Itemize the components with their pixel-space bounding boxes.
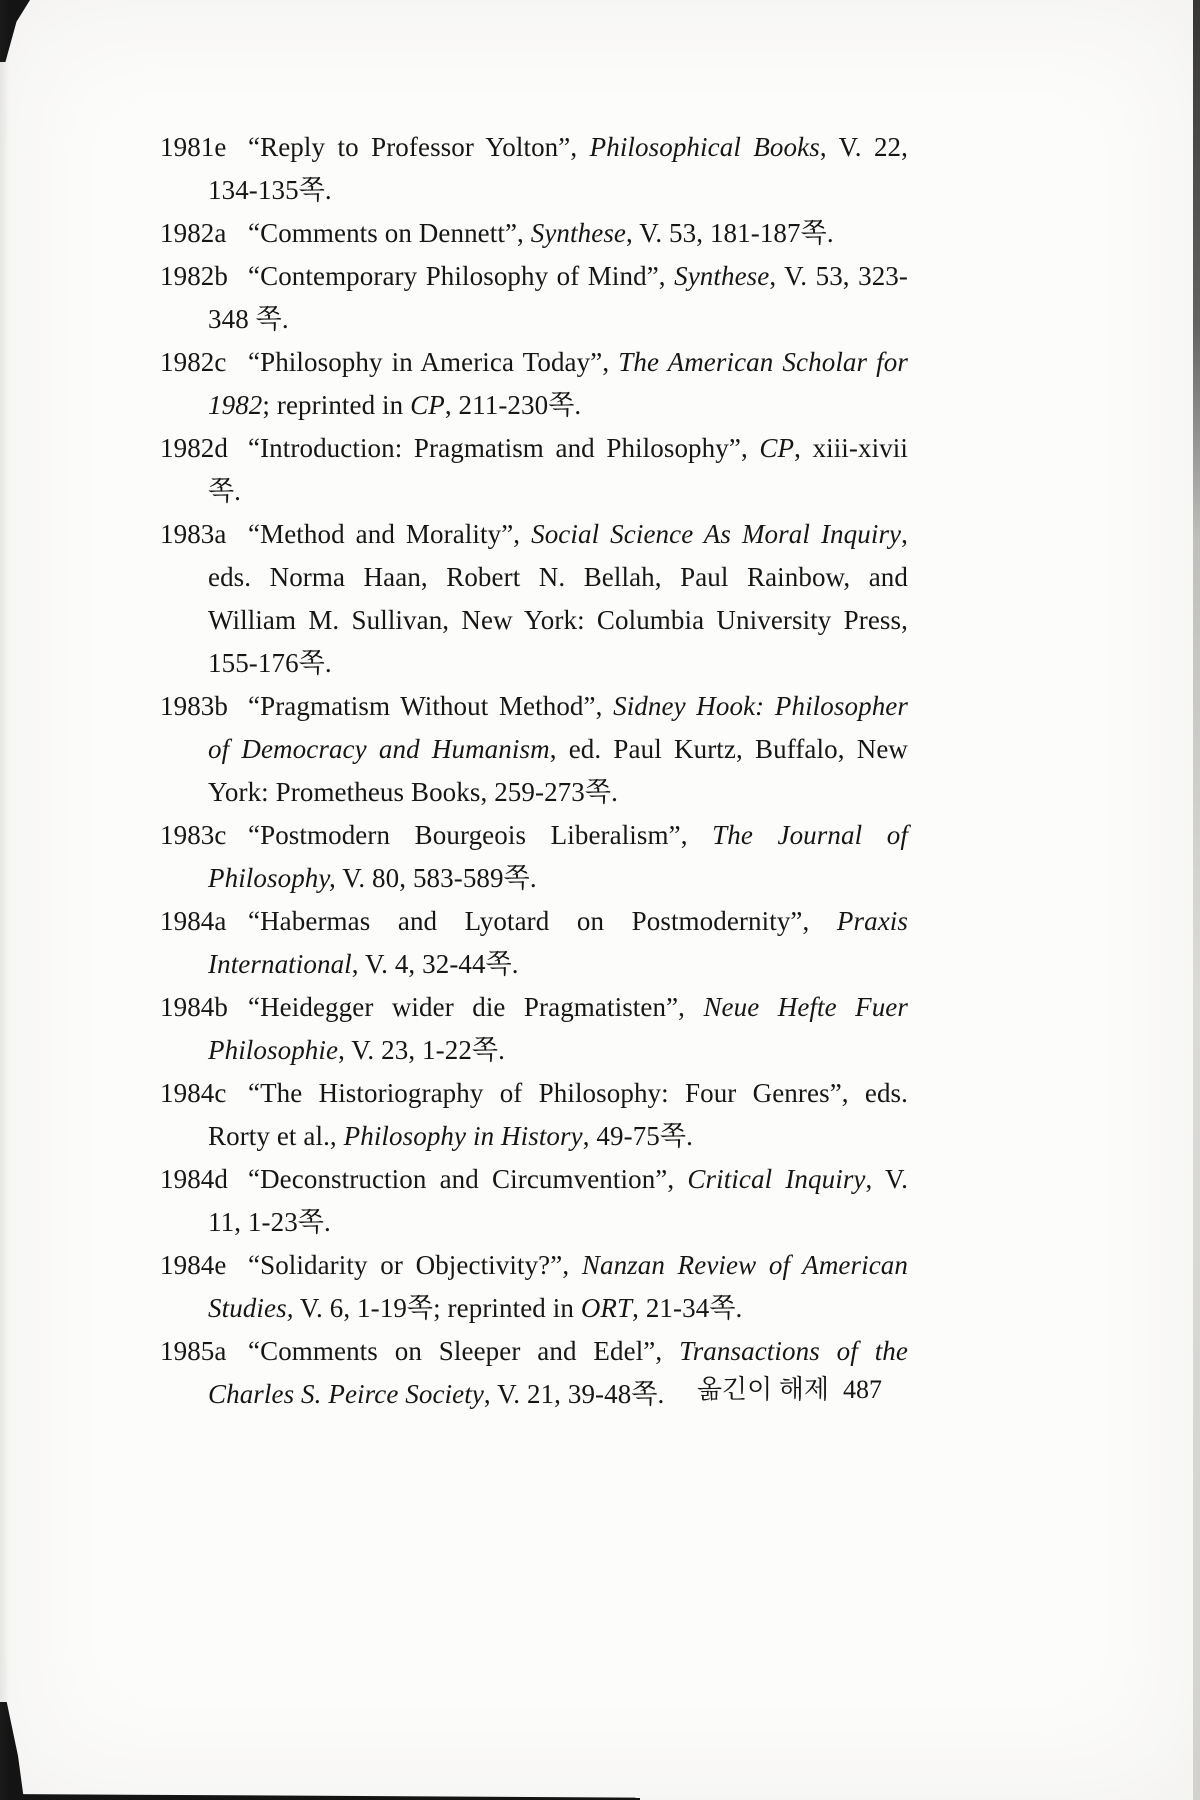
entry-year-label: 1981e — [160, 132, 227, 162]
work-title-italic: Nanzan Review of American Studies, — [208, 1250, 908, 1323]
bibliography-entry — [160, 986, 908, 1072]
work-title-italic: Social Science As Moral Inquiry — [531, 519, 902, 549]
bibliography-entry — [160, 427, 908, 513]
work-title-italic: CP — [759, 433, 795, 463]
scan-artifact-bottom-line — [0, 1794, 640, 1800]
work-title-italic: Synthese — [674, 261, 770, 291]
entry-year-label: 1983a — [160, 519, 227, 549]
entry-text — [208, 1164, 908, 1237]
bibliography-entry — [160, 814, 908, 900]
work-title-italic: Philosophical Books — [589, 132, 820, 162]
entry-year-label: 1982b — [160, 261, 228, 291]
entry-text-run: , V. 23, 1-22쪽. — [338, 1035, 505, 1065]
work-title-italic: Synthese — [530, 218, 627, 248]
entry-year-label: 1983c — [160, 820, 227, 850]
entry-text-run: “Pragmatism Without Method”, — [248, 691, 614, 721]
entry-text-run: “Reply to Professor Yolton”, — [248, 132, 590, 162]
work-title-italic: Sidney Hook: Philosopher of Democracy and Humanism — [208, 691, 908, 764]
entry-text — [208, 132, 908, 205]
entry-text — [208, 261, 908, 334]
entry-text — [208, 347, 908, 420]
entry-text-run: V. 80, 583-589쪽. — [335, 863, 537, 893]
bibliography-entry — [160, 212, 908, 255]
bibliography-list — [160, 126, 908, 1416]
entry-text-run: , V. 21, 39-48쪽. — [483, 1379, 665, 1409]
work-title-italic: Transactions of the Charles S. Peirce Society — [208, 1336, 908, 1409]
entry-text-run: “Philosophy in America Today”, — [248, 347, 619, 377]
entry-text-run: , 49-75쪽. — [582, 1121, 693, 1151]
entry-year-label: 1984d — [160, 1164, 228, 1194]
entry-text-run: V. 6, 1-19쪽; reprinted in — [293, 1293, 581, 1323]
work-title-italic: Philosophy in History — [343, 1121, 583, 1151]
entry-year-label: 1982c — [160, 347, 227, 377]
bibliography-entry — [160, 1158, 908, 1244]
entry-text — [208, 820, 908, 893]
entry-text-run: “Comments on Sleeper and Edel”, — [248, 1336, 680, 1366]
entry-year-label: 1984b — [160, 992, 228, 1022]
work-title-italic: The Journal of Philosophy, — [208, 820, 908, 893]
entry-text-run: “Contemporary Philosophy of Mind”, — [248, 261, 675, 291]
bibliography-entry — [160, 513, 908, 685]
entry-text-run: “Comments on Dennett”, — [248, 218, 531, 248]
work-title-italic: CP — [410, 390, 445, 420]
entry-text-run: ; reprinted in — [262, 390, 411, 420]
entry-text-run: “Deconstruction and Circumvention”, — [248, 1164, 688, 1194]
entry-text — [208, 1078, 908, 1151]
entry-text-run: , V. 4, 32-44쪽. — [351, 949, 519, 979]
entry-year-label: 1982d — [160, 433, 228, 463]
bibliography-entry — [160, 126, 908, 212]
footer-running-title: 옮긴이 해제 — [696, 1375, 829, 1404]
entry-text-run: “Heidegger wider die Pragmatisten”, — [248, 992, 704, 1022]
entry-text-run: , xiii-xivii쪽. — [208, 433, 908, 506]
bibliography-entry — [160, 255, 908, 341]
bibliography-entry — [160, 1072, 908, 1158]
entry-text-run: , 21-34쪽. — [632, 1293, 743, 1323]
bibliography-entry — [160, 341, 908, 427]
entry-text-run: , ed. Paul Kurtz, Buffalo, New York: Prometheus Books, 259-273쪽. — [208, 734, 908, 807]
entry-text-run: “Method and Morality”, — [248, 519, 532, 549]
scan-artifact-left-shade — [0, 0, 10, 1800]
entry-text — [208, 1250, 908, 1323]
footer-page-number: 487 — [843, 1375, 882, 1404]
entry-text — [208, 519, 908, 678]
entry-text-run: “Habermas and Lyotard on Postmodernity”, — [248, 906, 837, 936]
entry-text-run: , V. 53, 323-348 쪽. — [208, 261, 908, 334]
entry-text-run: , V. 53, 181-187쪽. — [626, 218, 834, 248]
bibliography-entry — [160, 1244, 908, 1330]
work-title-italic: ORT — [580, 1293, 633, 1323]
entry-year-label: 1984c — [160, 1078, 227, 1108]
work-title-italic: The American Scholar for 1982 — [208, 347, 908, 420]
entry-text — [208, 992, 908, 1065]
scan-artifact-right-edge — [1193, 0, 1200, 1800]
work-title-italic: Neue Hefte Fuer Philosophie — [208, 992, 908, 1065]
entry-text-run: “The Historiography of Philosophy: Four Genres”, eds. Rorty et al., — [208, 1078, 908, 1151]
entry-text — [208, 906, 908, 979]
bibliography-entry — [160, 685, 908, 814]
entry-year-label: 1984a — [160, 906, 227, 936]
entry-text — [208, 691, 908, 807]
work-title-italic: Praxis International — [208, 906, 908, 979]
entry-text — [248, 218, 834, 248]
entry-text — [208, 433, 908, 506]
entry-year-label: 1985a — [160, 1336, 227, 1366]
entry-text-run: , V. 22, 134-135쪽. — [208, 132, 908, 205]
entry-text-run: , 211-230쪽. — [444, 390, 582, 420]
bibliography-entry — [160, 900, 908, 986]
entry-text-run: , eds. Norma Haan, Robert N. Bellah, Paul Rainbow, and William M. Sullivan, New York: Columbia University Press, 155-176쪽. — [208, 519, 908, 678]
entry-year-label: 1984e — [160, 1250, 227, 1280]
entry-year-label: 1983b — [160, 691, 228, 721]
work-title-italic: Critical Inquiry — [687, 1164, 866, 1194]
entry-text-run: “Postmodern Bourgeois Liberalism”, — [248, 820, 713, 850]
entry-year-label: 1982a — [160, 218, 227, 248]
entry-text-run: , V. 11, 1-23쪽. — [208, 1164, 908, 1237]
page-footer — [160, 1372, 882, 1408]
entry-text-run: “Solidarity or Objectivity?”, — [248, 1250, 582, 1280]
entry-text-run: “Introduction: Pragmatism and Philosophy”, — [248, 433, 760, 463]
